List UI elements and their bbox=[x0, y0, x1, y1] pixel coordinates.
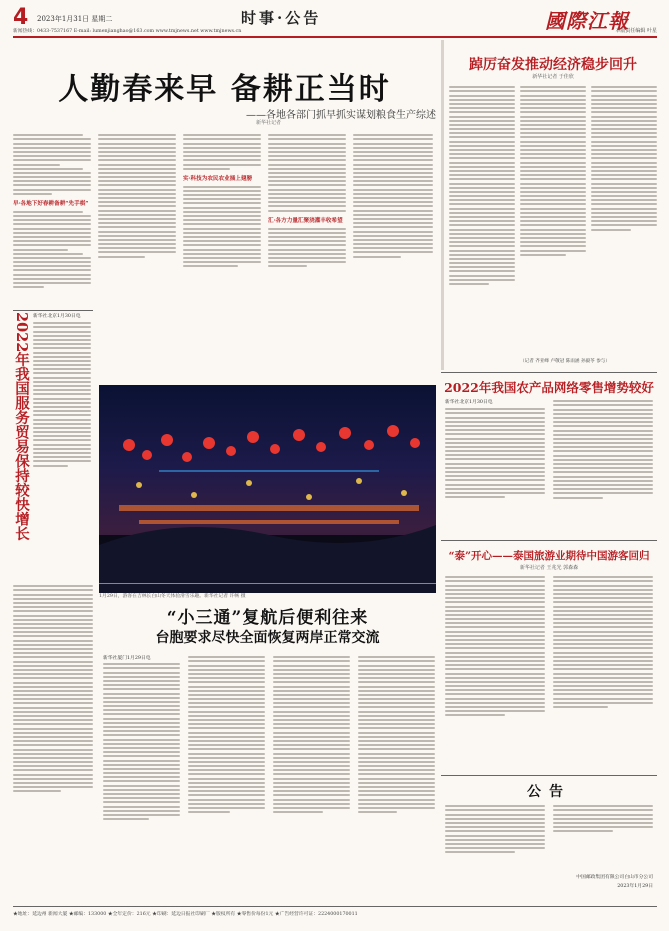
main-subheadline: ——各地各部门抓早抓实谋划粮食生产综述 bbox=[246, 110, 436, 121]
right-agri-article bbox=[441, 372, 657, 537]
main-headline: 人勤春来早 备耕正当时 bbox=[58, 72, 391, 107]
right-economy-article bbox=[441, 40, 657, 370]
main-text-col5 bbox=[353, 132, 433, 292]
page-number: 4 bbox=[13, 5, 29, 30]
footer-info: ★地址：延边州 新闻大厦 ★邮编：133000 ★全年定价：216元 ★印刷：延边日报社印刷厂 ★版权所有 ★零售价每份1元 ★广告经营许可证：2224000170011 bbox=[13, 912, 358, 917]
bottom-byline: 新华社厦门1月29日电 bbox=[103, 656, 151, 661]
tourism-byline: 新华社记者 王兆光 郭森森 bbox=[519, 565, 579, 571]
tourism-headline: “泰”开心——泰国旅游业期待中国游客回归 bbox=[448, 550, 650, 562]
header-rule bbox=[13, 36, 657, 38]
main-article bbox=[13, 40, 436, 599]
footer-rule bbox=[13, 906, 657, 907]
subhead-tech: 实·科技为农民农业插上翅膀 bbox=[183, 175, 253, 182]
contact-line: 新闻热线：0433-7537167 E-mail: lumenjianghao@163.com www.tmjnews.net www.tmjnews.cn bbox=[13, 29, 242, 34]
news-photo bbox=[99, 385, 436, 593]
main-byline: 新华社记者 bbox=[256, 120, 282, 126]
notice-title: 公告 bbox=[527, 784, 571, 800]
agri-byline: 新华社北京1月30日电 bbox=[445, 400, 493, 405]
main-text-col2 bbox=[98, 132, 176, 292]
bottom-article bbox=[13, 583, 436, 903]
photo-caption: 1月29日，游客在吉林长白山冬天体验滑雪乐趣。新华社记者 许畅 摄 bbox=[99, 594, 246, 599]
night-lantern-scene bbox=[99, 385, 436, 593]
main-text-col4 bbox=[268, 132, 346, 292]
notice-signature: 中国邮政集团有限公司白山市分公司 bbox=[576, 875, 653, 880]
economy-byline: 新华社记者 于佳欣 bbox=[532, 74, 574, 80]
bottom-headline-line2: 台胞要求尽快全面恢复两岸正常交流 bbox=[155, 630, 380, 646]
section-name: 时事·公告 bbox=[241, 9, 322, 27]
subhead-gather: 汇·各方力量汇聚浇灌丰收希望 bbox=[268, 217, 343, 224]
economy-end-note: （记者 齐亚峰 卢敬冠 陈雨涵 孙毅苓 参与） bbox=[520, 359, 610, 364]
masthead-bar bbox=[13, 5, 657, 35]
newspaper-logo: 國際江報 bbox=[545, 9, 629, 33]
issue-date: 2023年1月31日 星期二 bbox=[37, 15, 113, 23]
notice-date: 2023年1月29日 bbox=[617, 884, 653, 889]
editor-line: 本版责任编辑 叶星 bbox=[615, 28, 657, 34]
right-tourism-article bbox=[441, 540, 657, 772]
notice-box bbox=[441, 775, 657, 903]
agri-headline: 2022年我国农产品网络零售增势较好 bbox=[444, 380, 654, 395]
bottom-headline-line1: “小三通”复航后便利往来 bbox=[166, 608, 369, 628]
main-text-col3 bbox=[183, 132, 261, 292]
economy-headline: 踔厉奋发推动经济稳步回升 bbox=[469, 57, 637, 73]
side-article-title: 2022年我国服务贸易保持较快增长 bbox=[13, 312, 30, 541]
side-article-byline: 新华社北京1月30日电 bbox=[33, 314, 81, 319]
subhead-early: 早·各地下好春耕备耕“先手棋” bbox=[13, 200, 89, 207]
side-article bbox=[13, 310, 93, 620]
